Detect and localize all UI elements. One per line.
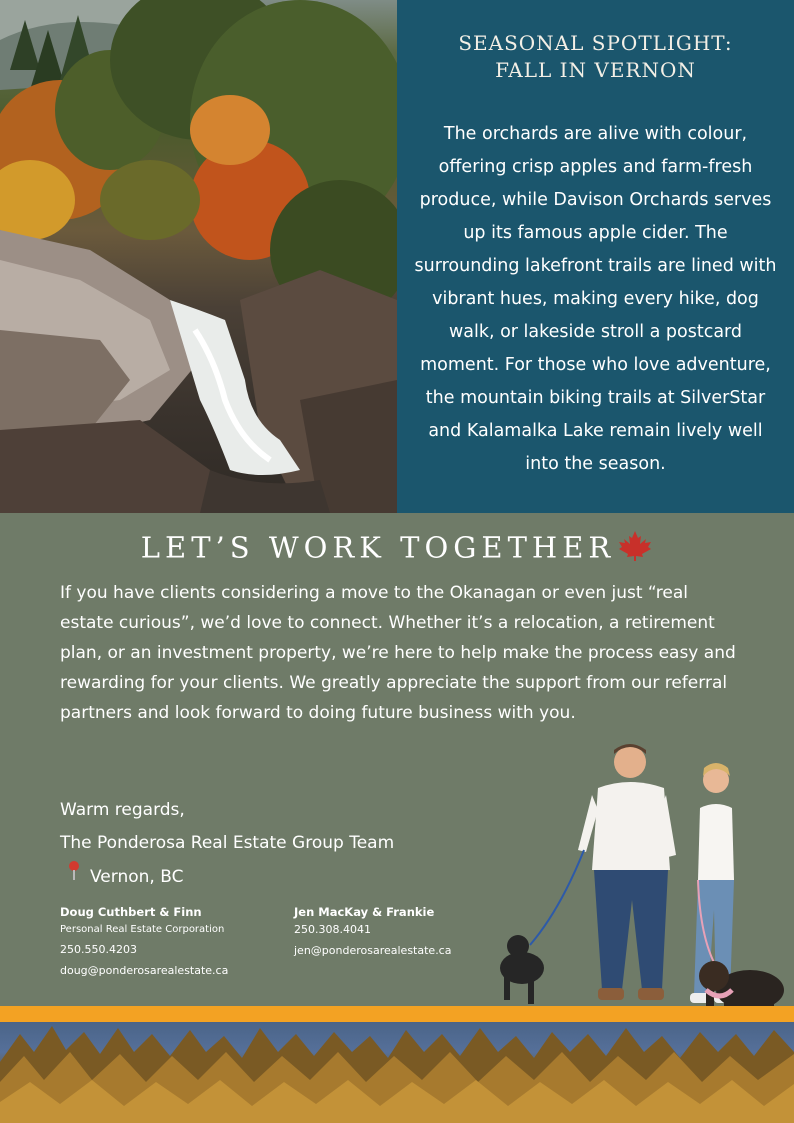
- contact-title: Personal Real Estate Corporation: [60, 924, 225, 935]
- work-together-title: LET’S WORK TOGETHER: [140, 530, 616, 565]
- spotlight-title-line2: FALL IN VERNON: [495, 58, 696, 82]
- forest-illustration: [0, 1022, 794, 1123]
- spotlight-body: The orchards are alive with colour, offering crisp apples and farm-fresh produce, while Davison Orchards serves up its famous apple cider. The surrounding lakefront trails are lined with vibrant hues, making every hike, dog walk, or lakeside stroll a postcard moment. For those who love adventure, the mountain biking trails at SilverStar and Kalamalka Lake remain lively well into the season.: [414, 124, 777, 474]
- waterfall-illustration: [0, 0, 397, 513]
- spotlight-title-line1: SEASONAL SPOTLIGHT:: [458, 31, 733, 55]
- seasonal-spotlight-panel: [397, 0, 794, 513]
- signoff-location: [60, 860, 394, 894]
- team-photo: [470, 740, 794, 1040]
- contact-card-jen: [294, 904, 451, 961]
- forest-photo: [0, 1022, 794, 1123]
- signoff-team: The Ponderosa Real Estate Group Team: [60, 833, 395, 853]
- signoff-block: [60, 794, 394, 894]
- contact-phone[interactable]: 250.308.4041: [294, 923, 371, 936]
- contact-name: Doug Cuthbert & Finn: [60, 905, 202, 919]
- maple-leaf-icon: [617, 530, 653, 569]
- map-pin-icon: [60, 860, 84, 894]
- contact-card-doug: [60, 904, 228, 981]
- team-illustration: [470, 740, 794, 1040]
- contact-name: Jen MacKay & Frankie: [294, 905, 435, 919]
- spotlight-title: [397, 30, 794, 84]
- waterfall-photo: [0, 0, 397, 513]
- accent-bar: [0, 1006, 794, 1022]
- intro-paragraph: If you have clients considering a move to the Okanagan or even just “real estate curious”, we’d love to connect. Whether it’s a relocation, a retirement plan, or an investment property, we’re here to help make the process easy and rewarding for your clients. We greatly appreciate the support from our referral partners and look forward to doing future business with you.: [60, 583, 736, 723]
- signoff-greeting: Warm regards,: [60, 800, 185, 820]
- work-together-heading: [0, 530, 794, 569]
- location-text: Vernon, BC: [90, 866, 184, 887]
- contact-email[interactable]: jen@ponderosarealestate.ca: [294, 943, 452, 957]
- contact-email[interactable]: doug@ponderosarealestate.ca: [60, 963, 229, 977]
- contact-phone[interactable]: 250.550.4203: [60, 943, 137, 956]
